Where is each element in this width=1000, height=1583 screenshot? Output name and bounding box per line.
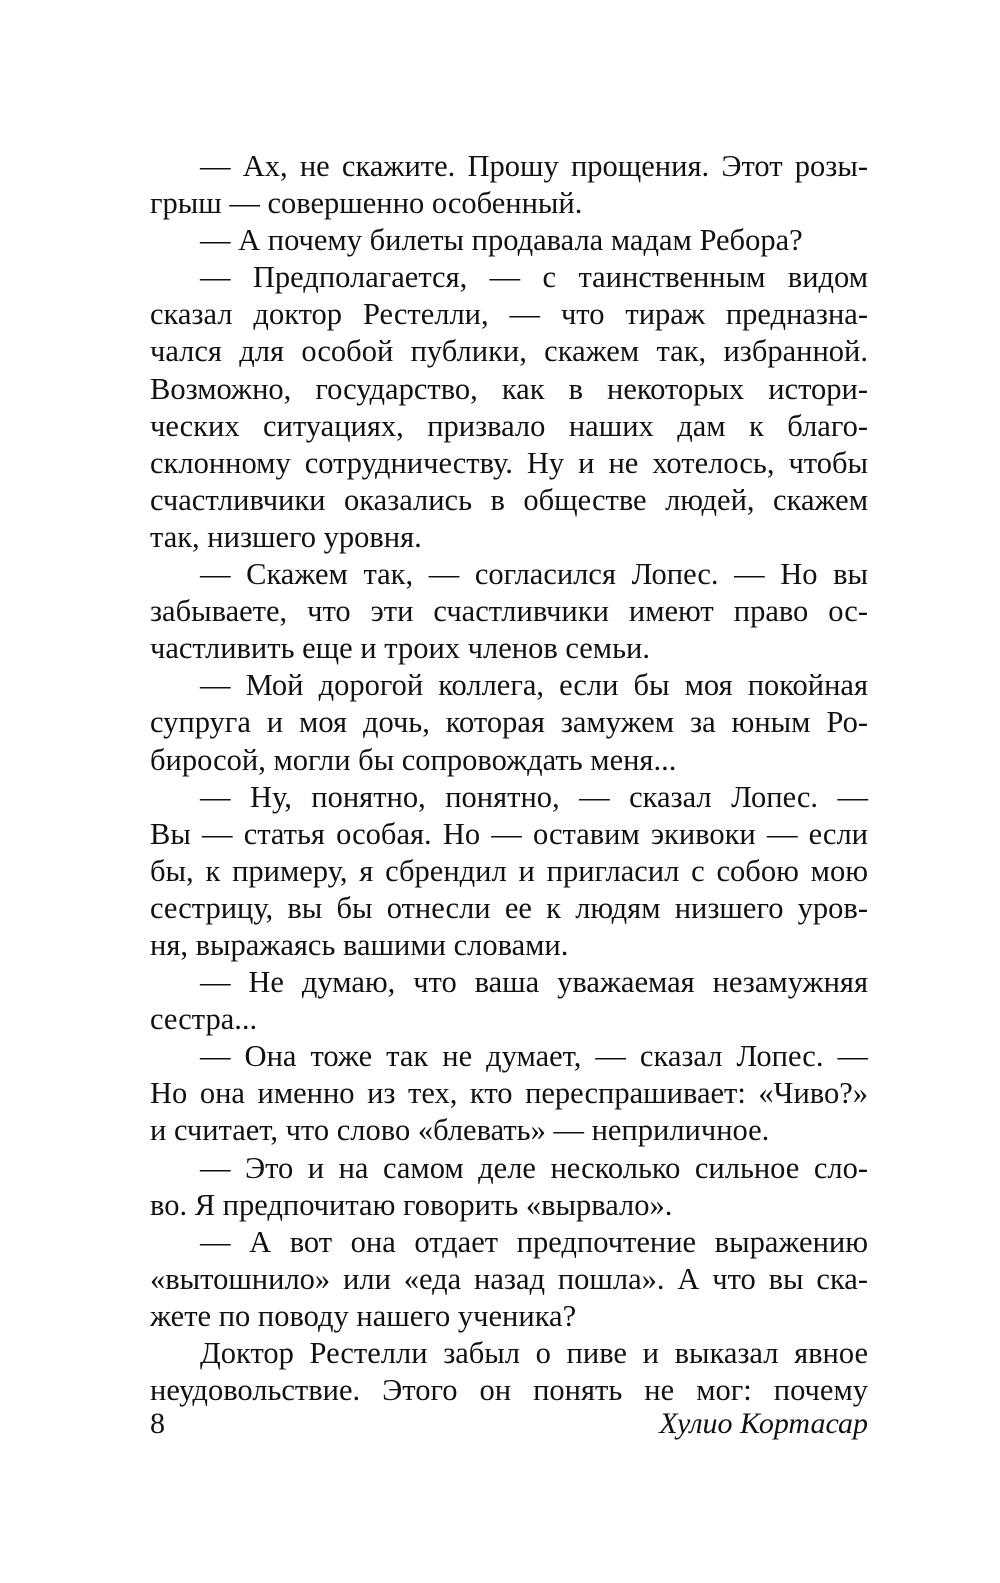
running-head-author: Хулио Кортасар <box>659 1407 868 1440</box>
text-line: — Скажем так, — согласился Лопес. — Но вы <box>200 557 868 592</box>
text-line: забываете, что эти счастливчики имеют право ос- <box>150 594 868 629</box>
text-line: так, низшего уровня. <box>150 519 422 554</box>
text-line: — А почему билеты продавала мадам Ребора? <box>200 223 803 258</box>
text-line: «вытошнило» или «еда назад пошла». А что вы ска- <box>150 1261 868 1296</box>
page-number: 8 <box>150 1407 165 1440</box>
text-line: Доктор Рестелли забыл о пиве и выказал явное <box>200 1336 868 1370</box>
text-line: — Мой дорогой коллега, если бы моя покойная <box>200 668 868 703</box>
text-line: супруга и моя дочь, которая замужем за юным Ро- <box>150 705 868 740</box>
text-line: ня, выражаясь вашими словами. <box>150 927 569 962</box>
text-line: во. Я предпочитаю говорить «вырвало». <box>150 1187 673 1222</box>
text-line: Но она именно из тех, кто переспрашивает: «Чиво?» <box>150 1076 868 1111</box>
text-line: грыш — совершенно особенный. <box>150 186 583 221</box>
text-line: ческих ситуациях, призвало наших дам к благо- <box>150 408 868 443</box>
text-line: склонному сотрудничеству. Ну и не хотелось, чтобы <box>150 445 868 480</box>
text-line: счастливчики оказались в обществе людей, скажем <box>150 482 868 517</box>
text-line: неудовольствие. Этого он понять не мог: почему <box>150 1373 868 1408</box>
body-text <box>150 148 868 1409</box>
text-line: сказал доктор Рестелли, — что тираж предназна- <box>150 297 868 332</box>
text-line: — Ну, понятно, понятно, — сказал Лопес. — <box>200 779 868 814</box>
text-line: — Предполагается, — с таинственным видом <box>200 260 868 295</box>
text-line: жете по поводу нашего ученика? <box>150 1298 577 1333</box>
text-line: сестрицу, вы бы отнесли ее к людям низшего уров- <box>150 890 868 925</box>
text-line: и считает, что слово «блевать» — неприличное. <box>150 1113 770 1148</box>
text-line: биросой, могли бы сопровождать меня... <box>150 742 677 777</box>
text-line: бы, к примеру, я сбрендил и пригласил с собою мою <box>150 853 868 888</box>
text-line: Возможно, государство, как в некоторых истори- <box>150 371 868 406</box>
text-line: — Ах, не скажите. Прошу прощения. Этот розы- <box>200 149 868 183</box>
text-line: — Не думаю, что ваша уважаемая незамужняя <box>200 965 868 1000</box>
text-line: чался для особой публики, скажем так, избранной. <box>150 334 868 369</box>
text-line: — Она тоже так не думает, — сказал Лопес. — <box>200 1039 868 1074</box>
text-line: — Это и на самом деле несколько сильное сло- <box>200 1150 868 1185</box>
page-footer <box>150 1404 868 1444</box>
text-line: сестра... <box>150 1002 258 1037</box>
text-line: частливить еще и троих членов семьи. <box>150 631 650 666</box>
text-line: — А вот она отдает предпочтение выражению <box>200 1224 868 1259</box>
text-line: Вы — статья особая. Но — оставим экивоки — если <box>150 816 868 851</box>
